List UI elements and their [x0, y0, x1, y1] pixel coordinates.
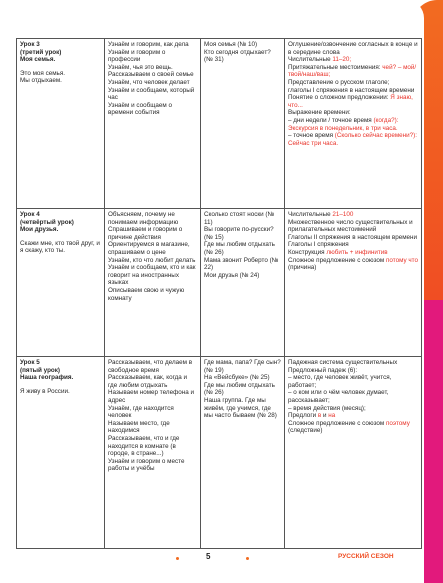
grammar-item [288, 94, 418, 109]
skills-cell [105, 209, 201, 357]
skill-item: Узнаём, чья это вещь. [108, 63, 173, 71]
texts-cell [201, 357, 285, 549]
grammar-item [288, 420, 418, 435]
grammar-text: и [321, 412, 329, 420]
skill-item: Узнаём, где находится человек [108, 404, 174, 420]
skill-item: Описываем свою и чужую комнату [108, 286, 185, 302]
text-item: Где мы любим отдыхать (№ 26) [204, 241, 275, 256]
skill-item: Узнаём и говорим о профессии [108, 48, 166, 64]
grammar-text: Глаголы II спряжения в настоящем времени [288, 233, 418, 241]
skill-item: Рассказываем, что делаем в свободное время [108, 359, 193, 374]
grammar-item [288, 41, 418, 56]
text-item: Вы говорите по-русски? (№ 15) [204, 226, 274, 241]
grammar-text: Предложный падеж (6): [288, 366, 358, 374]
text-item: Моя семья (№ 10) [204, 41, 258, 48]
grammar-highlight: потому что [386, 256, 418, 264]
grammar-text: (причина) [288, 264, 317, 272]
skill-item: Узнаём, что человек делает [108, 78, 190, 86]
grammar-highlight: 11–20; [332, 56, 352, 64]
text-item: Кто сегодня отдыхает? (№ 31) [204, 48, 271, 64]
grammar-item [288, 359, 418, 367]
text-item: Где мама, папа? Где сын? (№ 19) [204, 359, 281, 374]
lesson-row [17, 209, 422, 357]
grammar-item [288, 405, 418, 413]
grammar-highlight: в [317, 412, 322, 420]
footer-dot [246, 557, 249, 560]
grammar-text: Выражение времени: [288, 109, 351, 117]
text-item: Мои друзья (№ 24) [204, 271, 260, 279]
lesson-row [17, 357, 422, 549]
lesson-phrase: Это моя семья. [20, 69, 66, 77]
lesson-phrase: Мы отдыхаем. [20, 77, 62, 85]
grammar-text: глаголы I спряжения в настоящем времени [288, 86, 415, 94]
grammar-item [288, 257, 418, 272]
skill-item: Рассказываем о своей семье [108, 71, 194, 79]
grammar-item [288, 109, 418, 117]
texts-cell [201, 209, 285, 357]
grammar-highlight: на [328, 412, 336, 420]
grammar-item [288, 79, 418, 87]
grammar-text: – место, где человек живёт, учится, работает; [288, 374, 392, 389]
lesson-title-cell [17, 209, 105, 357]
lesson-title-cell [17, 357, 105, 549]
lesson-plan-table [16, 38, 422, 549]
grammar-text: Оглушение/озвончение согласных в конце и в середине слова [288, 41, 418, 56]
grammar-text: Притяжательные местоимения: [288, 63, 383, 71]
grammar-text: Сложное предложение с союзом [288, 256, 386, 264]
grammar-highlight: чей? – мой/твой/наш/ваш; [288, 63, 417, 79]
footer-dot [176, 557, 179, 560]
grammar-cell [285, 209, 422, 357]
page-footer [0, 548, 424, 568]
lesson-phrase: Скажи мне, кто твой друг, и я скажу, кто ты. [20, 239, 100, 255]
grammar-highlight: 21–100 [332, 211, 354, 218]
skill-item: Узнаём и говорим, как дела [108, 41, 189, 48]
grammar-item [288, 56, 418, 64]
grammar-item [288, 87, 418, 95]
grammar-text: – дни недели / точное время [288, 116, 374, 124]
grammar-text: – точное время [288, 132, 335, 140]
grammar-highlight: поэтому [386, 419, 410, 427]
grammar-text: (следствие) [288, 427, 323, 435]
text-item: Мама звонит Роберто (№ 22) [204, 256, 279, 272]
grammar-text: Множественное число существительных и прилагательных местоимений [288, 218, 413, 234]
grammar-text: Представление о русском глаголе; [288, 78, 390, 86]
grammar-item [288, 64, 418, 79]
grammar-item [288, 211, 418, 219]
grammar-item [288, 132, 418, 147]
grammar-item [288, 367, 418, 375]
grammar-item [288, 241, 418, 249]
grammar-cell [285, 39, 422, 209]
skill-item: Называем место, где находимся [108, 419, 170, 435]
grammar-item [288, 219, 418, 234]
lesson-title: Урок 3 (третий урок) Моя семья. [20, 41, 62, 64]
grammar-text: Понятие о сложном предложении: [288, 94, 391, 102]
grammar-text: Глаголы I спряжения [288, 241, 349, 249]
skill-item: Узнаём, кто что любит делать [108, 256, 196, 264]
skill-item: Ориентируемся в магазине, спрашиваем о цене [108, 241, 190, 256]
grammar-text: Сложное предложение с союзом [288, 419, 386, 427]
grammar-item [288, 389, 418, 404]
grammar-text: Падежная система существительных [288, 359, 398, 366]
text-item: Сколько стоят носки (№ 11) [204, 211, 275, 226]
skill-item: Узнаём и сообщаем, который час [108, 86, 195, 102]
lesson-title: Урок 5 (пятый урок) Наша география. [20, 359, 74, 382]
grammar-item [288, 412, 418, 420]
grammar-text: Числительные [288, 56, 333, 64]
grammar-highlight: (Сколько сейчас времени?): Сейчас три часа. [288, 132, 418, 147]
skill-item: Узнаём и сообщаем о времени события [108, 101, 172, 117]
skill-item: Спрашиваем и говорим о причине действия [108, 226, 183, 241]
lesson-row [17, 39, 422, 209]
grammar-text: Числительные [288, 211, 333, 218]
grammar-item [288, 234, 418, 242]
lesson-title-cell [17, 39, 105, 209]
lesson-title: Урок 4 (четвёртый урок) Мои друзья. [20, 211, 74, 234]
grammar-text: – о ком или о чём человек думает, рассказывает; [288, 389, 389, 404]
grammar-text: Конструкция [288, 248, 327, 256]
text-item: На «Вейсбуке» (№ 25) [204, 374, 270, 382]
grammar-item [288, 117, 418, 132]
grammar-highlight: (когда?): Экскурсия в понедельник, в три часа. [288, 116, 399, 132]
skill-item: Узнаём и сообщаем, кто и как говорит на иностранных языках [108, 264, 196, 287]
text-item: Наша группа. Где мы живём, где учимся, где мы часто бываем (№ 28) [204, 396, 277, 420]
grammar-item [288, 374, 418, 389]
skill-item: Рассказываем, как, когда и где любим отдыхать [108, 374, 188, 389]
skill-item: Объясняем, почему не понимаем информацию [108, 211, 179, 226]
grammar-cell [285, 357, 422, 549]
lesson-phrase: Я живу в России. [20, 387, 70, 395]
skills-cell [105, 39, 201, 209]
grammar-highlight: любить + инфинитив [326, 248, 388, 256]
texts-cell [201, 39, 285, 209]
skills-cell [105, 357, 201, 549]
text-item: Где мы любим отдыхать (№ 26) [204, 381, 275, 397]
skill-item: Узнаём и говорим о месте работы и учёбы [108, 457, 185, 473]
footer-brand: РУССКИЙ СЕЗОН [338, 553, 394, 560]
grammar-text: Предлоги [288, 412, 318, 420]
skill-item: Рассказываем, что и где находится в комнате (в городе, в стране...) [108, 434, 180, 458]
page-number: 5 [206, 552, 211, 561]
grammar-text: – время действия (месяц); [288, 404, 366, 412]
grammar-item [288, 249, 418, 257]
skill-item: Называем номер телефона и адрес [108, 389, 195, 404]
grammar-highlight: Я знаю, что... [288, 94, 413, 109]
